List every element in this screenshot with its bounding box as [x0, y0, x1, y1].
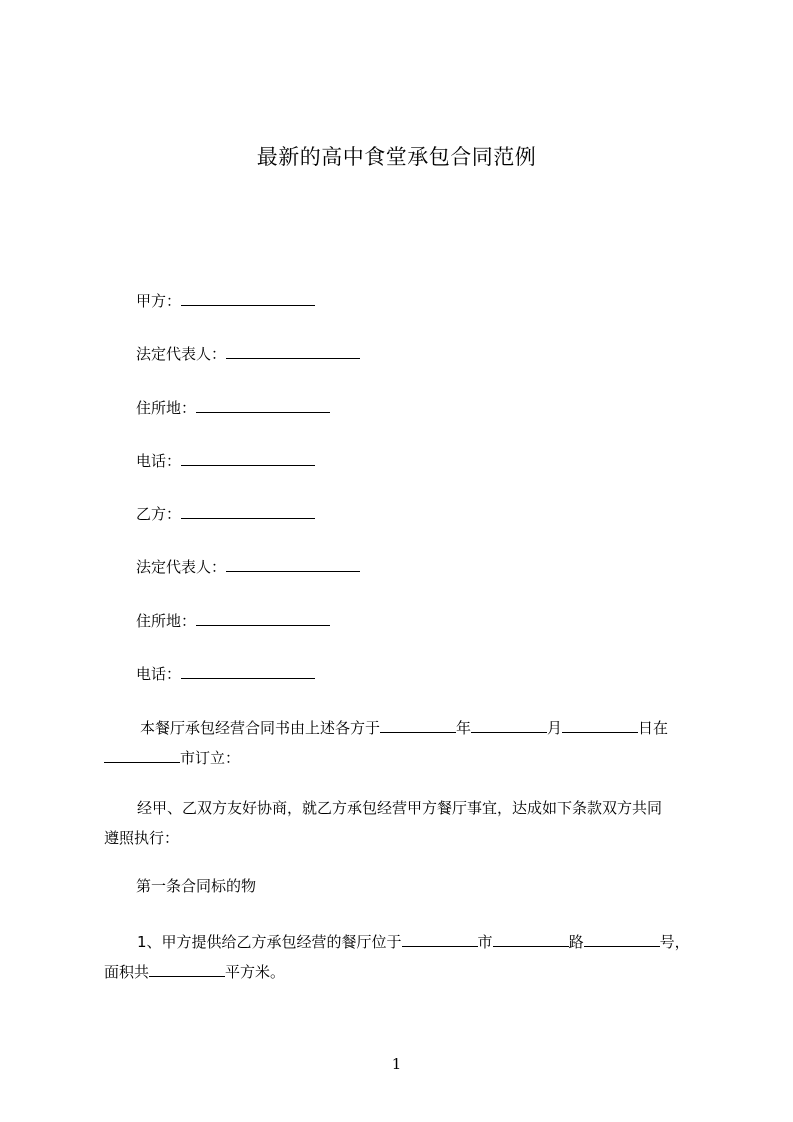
page-title: 最新的高中食堂承包合同范例 [256, 145, 537, 169]
negotiation-line-1: 经甲、乙双方友好协商，就乙方承包经营甲方餐厅事宜，达成如下条款双方共同 [137, 799, 663, 817]
party-b-rep-line [136, 556, 360, 578]
day-blank[interactable] [562, 717, 638, 733]
party-b-rep-label: 法定代表人： [136, 558, 227, 576]
party-b-line [136, 503, 315, 525]
item-city-label: 市 [477, 933, 493, 951]
page-number: 1 [391, 1055, 402, 1073]
item-road-blank[interactable] [493, 931, 569, 947]
area-unit: 平方米。 [225, 963, 286, 981]
party-a-phone-label: 电话： [136, 452, 182, 470]
article-1-item-1 [104, 927, 704, 987]
area-intro: 面积共 [104, 963, 150, 981]
party-a-line [136, 290, 315, 312]
party-a-phone-blank[interactable] [181, 450, 315, 466]
party-b-phone-label: 电话： [136, 665, 182, 683]
party-b-phone-line [136, 663, 315, 685]
item-number-blank[interactable] [584, 931, 660, 947]
negotiation-paragraph [104, 793, 704, 853]
party-b-rep-blank[interactable] [226, 556, 360, 572]
party-a-rep-blank[interactable] [226, 343, 360, 359]
area-blank[interactable] [149, 961, 225, 977]
item-number-label: 号， [659, 933, 690, 951]
article-1-heading: 第一条合同标的物 [136, 877, 257, 895]
party-b-blank[interactable] [181, 503, 315, 519]
party-a-address-blank[interactable] [196, 397, 330, 413]
signing-paragraph [104, 713, 704, 773]
negotiation-line-2: 遵照执行： [104, 829, 180, 847]
item-1-intro: 1、甲方提供给乙方承包经营的餐厅位于 [137, 933, 402, 951]
signing-city-label: 市订立： [180, 749, 241, 767]
day-at-label: 日在 [638, 719, 669, 737]
party-b-address-line [136, 610, 330, 632]
party-a-label: 甲方： [136, 292, 182, 310]
signing-intro: 本餐厅承包经营合同书由上述各方于 [140, 719, 381, 737]
party-a-address-line [136, 397, 330, 419]
party-b-phone-blank[interactable] [181, 663, 315, 679]
party-a-rep-line [136, 343, 360, 365]
month-blank[interactable] [471, 717, 547, 733]
party-b-label: 乙方： [136, 505, 182, 523]
party-b-address-label: 住所地： [136, 612, 197, 630]
year-label: 年 [456, 719, 472, 737]
party-a-address-label: 住所地： [136, 399, 197, 417]
party-a-rep-label: 法定代表人： [136, 345, 227, 363]
item-road-label: 路 [568, 933, 584, 951]
item-city-blank[interactable] [402, 931, 478, 947]
party-a-phone-line [136, 450, 315, 472]
party-a-blank[interactable] [181, 290, 315, 306]
party-b-address-blank[interactable] [196, 610, 330, 626]
month-label: 月 [547, 719, 563, 737]
signing-city-blank[interactable] [104, 747, 180, 763]
year-blank[interactable] [380, 717, 456, 733]
